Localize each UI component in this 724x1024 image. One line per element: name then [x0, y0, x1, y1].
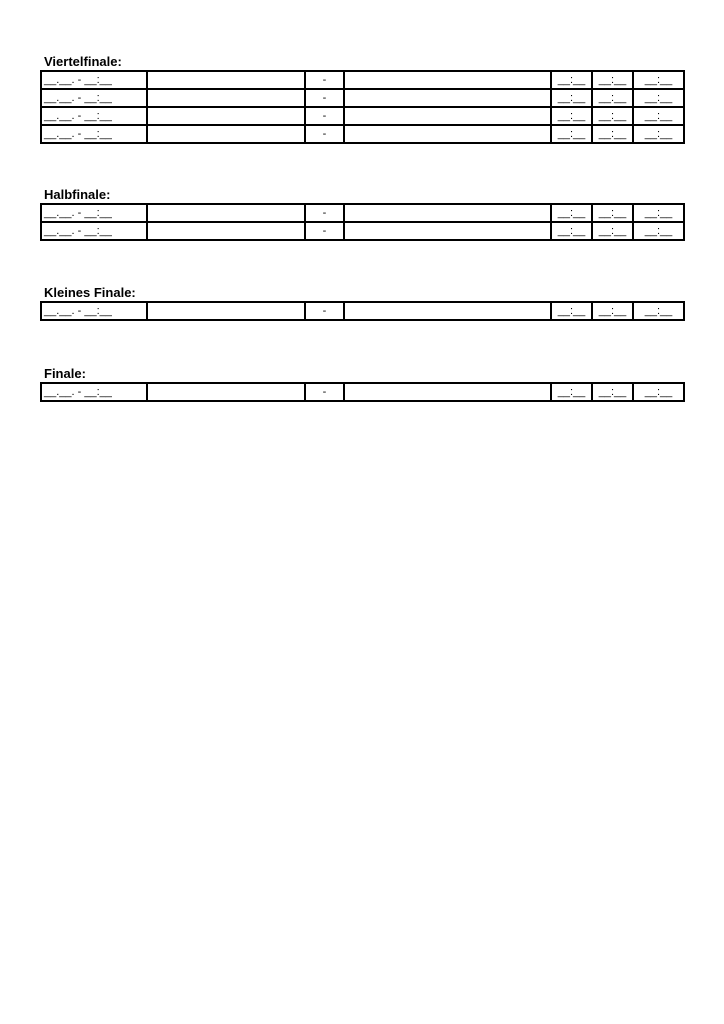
result-field[interactable]: __:__	[633, 125, 684, 143]
match-time-field[interactable]: __.__. - __:__	[41, 204, 147, 222]
match-table	[40, 70, 685, 144]
match-table	[40, 301, 685, 321]
section-title: Kleines Finale:	[44, 285, 136, 300]
match-table	[40, 382, 685, 402]
result-field[interactable]: __:__	[592, 89, 633, 107]
match-time-field[interactable]: __.__. - __:__	[41, 302, 147, 320]
match-row	[41, 302, 684, 320]
match-row	[41, 107, 684, 125]
match-row	[41, 204, 684, 222]
away-team-field[interactable]	[344, 89, 551, 107]
result-field[interactable]: __:__	[592, 107, 633, 125]
home-team-field[interactable]	[147, 71, 305, 89]
result-field[interactable]: __:__	[551, 125, 592, 143]
home-team-field[interactable]	[147, 204, 305, 222]
result-field[interactable]: __:__	[551, 383, 592, 401]
section-viertelfinale	[40, 54, 683, 144]
result-field[interactable]: __:__	[633, 222, 684, 240]
away-team-field[interactable]	[344, 302, 551, 320]
match-table	[40, 203, 685, 241]
versus-separator: -	[305, 125, 344, 143]
result-field[interactable]: __:__	[592, 222, 633, 240]
away-team-field[interactable]	[344, 204, 551, 222]
versus-separator: -	[305, 222, 344, 240]
result-field[interactable]: __:__	[551, 71, 592, 89]
home-team-field[interactable]	[147, 107, 305, 125]
section-title: Halbfinale:	[44, 187, 111, 202]
section-halbfinale	[40, 187, 683, 241]
match-row	[41, 383, 684, 401]
away-team-field[interactable]	[344, 383, 551, 401]
result-field[interactable]: __:__	[551, 204, 592, 222]
result-field[interactable]: __:__	[633, 383, 684, 401]
away-team-field[interactable]	[344, 125, 551, 143]
match-time-field[interactable]: __.__. - __:__	[41, 107, 147, 125]
match-time-field[interactable]: __.__. - __:__	[41, 222, 147, 240]
section-title: Viertelfinale:	[44, 54, 122, 69]
home-team-field[interactable]	[147, 222, 305, 240]
match-row	[41, 89, 684, 107]
match-row	[41, 125, 684, 143]
section-finale	[40, 366, 683, 402]
result-field[interactable]: __:__	[551, 89, 592, 107]
section-title: Finale:	[44, 366, 86, 381]
section-kleines-finale	[40, 285, 683, 321]
home-team-field[interactable]	[147, 125, 305, 143]
result-field[interactable]: __:__	[592, 302, 633, 320]
versus-separator: -	[305, 204, 344, 222]
result-field[interactable]: __:__	[633, 204, 684, 222]
versus-separator: -	[305, 107, 344, 125]
match-time-field[interactable]: __.__. - __:__	[41, 71, 147, 89]
home-team-field[interactable]	[147, 89, 305, 107]
away-team-field[interactable]	[344, 71, 551, 89]
result-field[interactable]: __:__	[592, 125, 633, 143]
home-team-field[interactable]	[147, 383, 305, 401]
result-field[interactable]: __:__	[592, 383, 633, 401]
versus-separator: -	[305, 302, 344, 320]
away-team-field[interactable]	[344, 222, 551, 240]
result-field[interactable]: __:__	[633, 107, 684, 125]
versus-separator: -	[305, 89, 344, 107]
result-field[interactable]: __:__	[592, 204, 633, 222]
away-team-field[interactable]	[344, 107, 551, 125]
result-field[interactable]: __:__	[633, 71, 684, 89]
result-field[interactable]: __:__	[633, 302, 684, 320]
result-field[interactable]: __:__	[551, 107, 592, 125]
result-field[interactable]: __:__	[551, 222, 592, 240]
match-row	[41, 222, 684, 240]
match-time-field[interactable]: __.__. - __:__	[41, 89, 147, 107]
result-field[interactable]: __:__	[633, 89, 684, 107]
versus-separator: -	[305, 71, 344, 89]
home-team-field[interactable]	[147, 302, 305, 320]
result-field[interactable]: __:__	[592, 71, 633, 89]
result-field[interactable]: __:__	[551, 302, 592, 320]
match-time-field[interactable]: __.__. - __:__	[41, 125, 147, 143]
match-row	[41, 71, 684, 89]
match-time-field[interactable]: __.__. - __:__	[41, 383, 147, 401]
versus-separator: -	[305, 383, 344, 401]
